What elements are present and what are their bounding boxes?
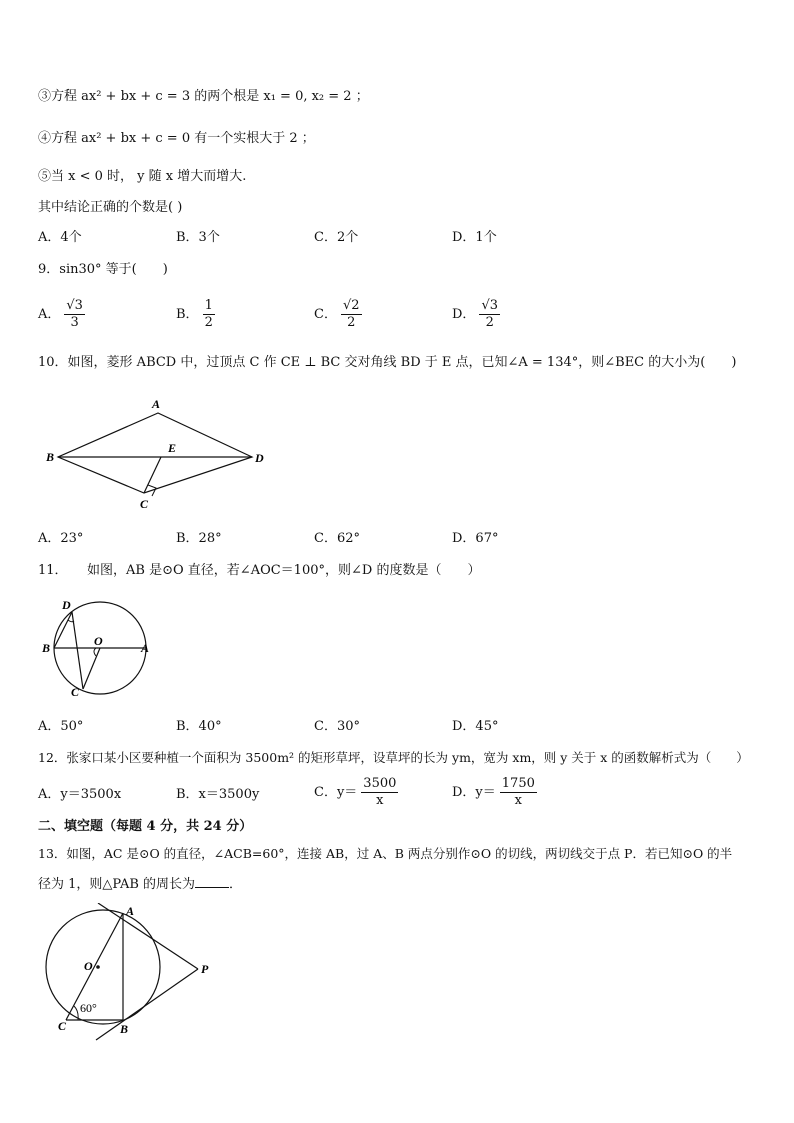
radius-oc: [83, 648, 100, 689]
numerator: 3500: [363, 776, 397, 791]
label-d: D: [255, 451, 264, 465]
conclusion-question: 其中结论正确的个数是( ): [38, 200, 183, 215]
denominator: 3: [70, 315, 79, 330]
circle-figure-q11: [38, 593, 158, 703]
tangent-at-b: [96, 969, 198, 1040]
q9-option-a: [38, 298, 85, 331]
denominator: 2: [204, 315, 213, 330]
angle-arc-o: [94, 648, 96, 656]
q12-option-c: [314, 776, 398, 809]
rhombus-abcd: [58, 413, 252, 493]
label-d: D: [62, 598, 71, 612]
q8-option-a: A．4个: [38, 230, 82, 245]
label-a: A: [126, 904, 135, 918]
q10-option-d: D．67°: [452, 531, 499, 546]
q13-period: ．: [229, 877, 243, 892]
q11-option-c: C．30°: [314, 719, 360, 734]
denominator: x: [376, 793, 384, 808]
q10-stem: 10．如图，菱形 ABCD 中，过顶点 C 作 CE ⊥ BC 交对角线 BD 于 E 点，已知∠A = 134°，则∠BEC 的大小为( ): [38, 355, 737, 370]
q10-option-b: B．28°: [176, 531, 222, 546]
label-e: E: [168, 441, 177, 455]
rhombus-figure: [40, 395, 280, 515]
label-b: B: [120, 1022, 129, 1036]
q9-stem: 9．sin30° 等于( ): [38, 262, 168, 277]
option-letter: C．: [314, 307, 337, 322]
fraction: [479, 298, 500, 331]
option-prefix: C．y＝: [314, 785, 358, 800]
q12-option-d: [452, 776, 537, 809]
label-a: A: [141, 641, 150, 655]
denominator: 2: [485, 315, 494, 330]
q11-option-b: B．40°: [176, 719, 222, 734]
q9-option-d: [452, 298, 500, 331]
label-c: C: [58, 1019, 67, 1033]
option-prefix: D．y＝: [452, 785, 496, 800]
option-letter: A．: [38, 307, 61, 322]
label-b: B: [46, 450, 55, 464]
q10-option-c: C．62°: [314, 531, 360, 546]
label-angle: 60°: [80, 1001, 97, 1015]
option-letter: D．: [452, 307, 476, 322]
section-title: 二、填空题（每题 4 分，共 24 分）: [38, 819, 253, 834]
q13-line1: 13．如图，AC 是⊙O 的直径，∠ACB=60°，连接 AB，过 A、B 两点分别作⊙O 的切线，两切线交于点 P．若已知⊙O 的半: [38, 846, 733, 861]
tangent-at-a: [98, 903, 198, 969]
statement-5: ⑤当 x < 0 时， y 随 x 增大而增大.: [38, 169, 247, 184]
q10-option-a: A．23°: [38, 531, 84, 546]
numerator: √3: [481, 298, 498, 313]
q13-text: 径为 1，则△PAB 的周长为: [38, 877, 196, 892]
q11-option-a: A．50°: [38, 719, 84, 734]
statement-3: ③方程 ax² + bx + c = 3 的两个根是 x₁ = 0, x₂ = 2 ；: [38, 89, 369, 104]
q8-option-c: C．2个: [314, 230, 359, 245]
label-c: C: [71, 685, 80, 699]
answer-blank[interactable]: [195, 875, 229, 888]
label-b: B: [42, 641, 51, 655]
statement-4: ④方程 ax² + bx + c = 0 有一个实根大于 2 ；: [38, 131, 315, 146]
fraction: [64, 298, 85, 331]
label-o: O: [94, 634, 103, 648]
fraction: [361, 776, 398, 809]
q11-option-d: D．45°: [452, 719, 499, 734]
q12-option-b: B．x＝3500y: [176, 787, 260, 802]
q9-option-c: [314, 298, 362, 331]
denominator: x: [514, 793, 522, 808]
label-c: C: [140, 497, 149, 511]
label-p: P: [201, 962, 209, 976]
fraction: [203, 298, 215, 331]
label-o: O: [84, 959, 93, 973]
numerator: 1750: [501, 776, 535, 791]
q12-stem: 12．张家口某小区要种植一个面积为 3500m² 的矩形草坪，设草坪的长为 ym，宽为 xm，则 y 关于 x 的函数解析式为（ ）: [38, 750, 749, 765]
q8-option-b: B．3个: [176, 230, 220, 245]
chord-dc: [72, 612, 83, 689]
numerator: 1: [204, 298, 213, 313]
q8-option-d: D．1个: [452, 230, 497, 245]
chord-db: [54, 612, 72, 648]
center-dot: [96, 965, 100, 969]
numerator: √2: [342, 298, 360, 313]
q12-option-a: A．y＝3500x: [38, 787, 122, 802]
q13-line2: [38, 875, 242, 894]
circle-figure-q13: [36, 903, 226, 1043]
fraction: [500, 776, 537, 809]
q11-stem: 11． 如图，AB 是⊙O 直径，若∠AOC＝100°，则∠D 的度数是（ ）: [38, 563, 481, 578]
label-a: A: [152, 397, 161, 411]
fraction: [341, 298, 362, 331]
numerator: √3: [66, 298, 83, 313]
option-letter: B．: [176, 307, 199, 322]
denominator: 2: [347, 315, 356, 330]
q9-option-b: [176, 298, 215, 331]
